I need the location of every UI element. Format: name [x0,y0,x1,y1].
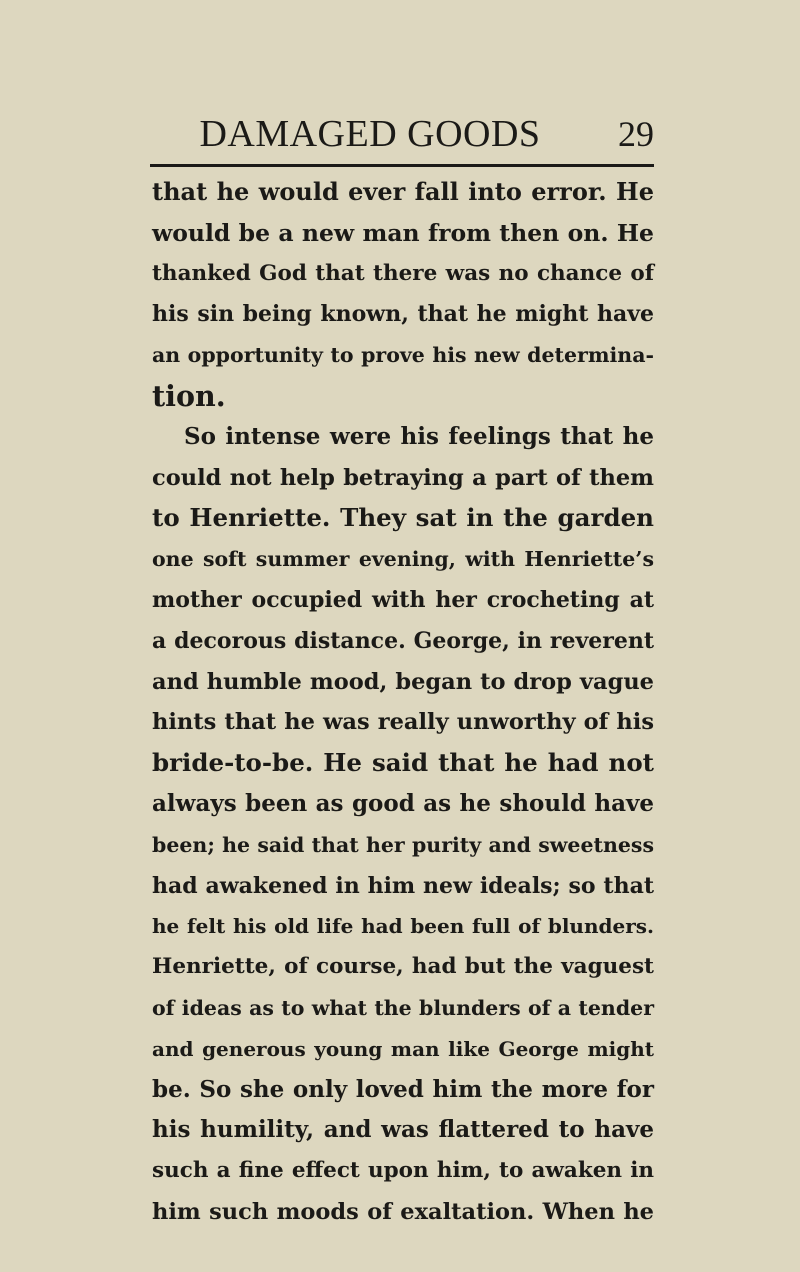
text-line: Henriette, of course, had but the vaguest [152,954,654,980]
text-line: bride-to-be. He said that he had not [152,748,654,778]
running-head [150,112,654,162]
running-head-title: DAMAGED GOODS [199,113,541,155]
text-line: a decorous distance. George, in reverent [152,627,654,654]
text-line: would be a new man from then on. He [152,218,654,247]
text-line: his sin being known, that he might have [152,301,654,328]
header-rule [150,164,654,167]
text-line: been; he said that her purity and sweetness [152,832,654,857]
text-line: be. So she only loved him the more for [152,1075,654,1103]
text-line: tion. [152,378,226,413]
text-line: to Henriette. They sat in the garden [152,503,654,533]
text-line: of ideas as to what the blunders of a tender [152,995,654,1020]
text-line: him such moods of exaltation. When he [152,1198,654,1225]
text-line: that he would ever fall into error. He [152,177,654,206]
text-line: such a fine effect upon him, to awaken in [152,1158,654,1184]
body-text [152,172,654,1233]
text-line: and generous young man like George might [152,1036,654,1061]
text-line: an opportunity to prove his new determina- [152,343,654,368]
text-line: his humility, and was flattered to have [152,1116,654,1144]
text-line: and humble mood, began to drop vague [152,668,654,695]
page-number: 29 [618,114,654,154]
text-line: one soft summer evening, with Henriette’s [152,547,654,572]
text-line: So intense were his feelings that he [184,422,654,450]
text-line: he felt his old life had been full of blunders. [152,914,654,939]
text-line: thanked God that there was no chance of [152,260,654,286]
text-line: mother occupied with her crocheting at [152,586,654,613]
text-line: hints that he was really unworthy of his [152,709,654,736]
text-line: always been as good as he should have [152,789,654,817]
text-line: had awakened in him new ideals; so that [152,872,654,899]
text-line: could not help betraying a part of them [152,464,654,491]
